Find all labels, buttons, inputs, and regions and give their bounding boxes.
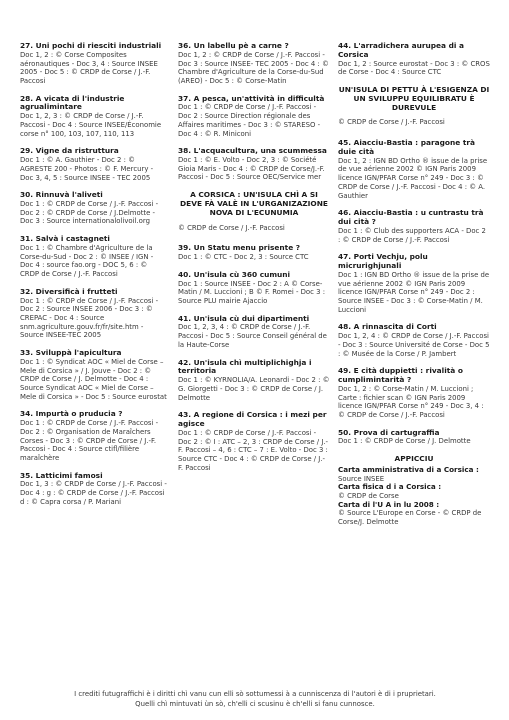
entry-text: Doc 1 : © CRDP de Corse / J.-F. Paccosi - Doc 2 : © CRDP de Corse / J.Delmotte - Doc 3 : Source internationalolivoil.org [20, 200, 159, 226]
entry-text: Doc 1, 2 : © Corse Composites aéronautiques - Doc 3, 4 : Source INSEE 2005 - Doc 5 : © CRDP de Corse / J.-F. Paccosi [20, 50, 158, 85]
credit-entry [338, 209, 490, 244]
credit-entry [338, 253, 490, 314]
credit-entry [178, 271, 330, 306]
credit-entry [20, 147, 168, 182]
credits-column-1 [20, 42, 168, 516]
credit-entry [178, 95, 330, 139]
entry-title: 31. Salvà i castagneti [20, 234, 110, 244]
credit-entry [20, 42, 168, 86]
entry-title: 38. L'acquacultura, una scummessa [178, 146, 327, 156]
entry-text: Doc 1 : © CRDP de Corse / J. Delmotte [338, 437, 471, 446]
credit-entry [338, 139, 490, 200]
credit-entry [338, 367, 490, 419]
entry-text: Doc 1 : © Syndicat AOC « Miel de Corse – Mele di Corsica » / J. Jouve - Doc 2 : © CRDP de Corse / J. Delmotte - Doc 4 : Source Syndicat AOC « Miel de Corse – Mele di Corsica » - Doc 5 : Source eurostat [20, 357, 167, 401]
entry-title: 29. Vigne da ristruttura [20, 146, 119, 156]
entry-title: 41. Un'isula cù dui dipartimenti [178, 313, 310, 323]
appendix-heading: APPICCIU [394, 454, 434, 464]
appendix-label: Carta amministrativa di a Corsica : [338, 464, 479, 474]
credit-entry [178, 411, 330, 472]
appendix-label: Carta fisica d i a Corsica : [338, 482, 442, 492]
footer-note [60, 690, 450, 709]
credit-entry [20, 472, 168, 507]
credit-entry [178, 315, 330, 350]
section-heading: A CORSICA : UN'ISULA CHÌ A SI DEVE FÀ VALÈ IN L'URGANIZAZIONE NOVA DI L'ECUNUMIA [180, 190, 328, 217]
entry-title: 40. Un'isula cù 360 cumuni [178, 269, 291, 279]
entry-text: Doc 1 : © Chambre d'Agriculture de la Corse-du-Sud - Doc 2 : © INSEE / IGN - Doc 4 : source fao.org - DOC 5, 6 : © CRDP de Corse / J.-F. Paccosi [20, 243, 154, 279]
entry-title: 35. Latticimi famosi [20, 470, 103, 480]
credit-entry [178, 147, 330, 182]
section-heading: UN'ISULA DI PETTU À L'ESIGENZA DI UN SVILUPPU EQUILIBRATU È DUREVULE [338, 85, 490, 112]
credits-column-2 [178, 42, 330, 481]
entry-text: Doc 1, 2, 3 : © CRDP de Corse / J.-F. Paccosi - Doc 4 : Source INSEE/Économie corse n° 100, 103, 107, 110, 113 [20, 112, 162, 138]
footer-line: Quelli chì mintuvati ùn sò, ch'elli ci scusinu è ch'elli si fanu cunnosce. [135, 699, 375, 708]
credit-entry [178, 42, 330, 86]
appendix [338, 455, 490, 527]
section-credit: © CRDP de Corse / J.-F. Paccosi [178, 223, 285, 232]
entry-text: Doc 1, 2 : © CRDP de Corse / J.-F. Paccosi - Doc 3 : Source INSEE- TEC 2005 - Doc 4 : © Chambre d'Agriculture de la Corse-du-Sud (AREO) - Doc 5 : © Corse-Matin [178, 50, 329, 85]
entry-title: 39. Un Statu menu prisente ? [178, 243, 301, 253]
entry-text: Doc 1 : © Club des supporters ACA - Doc 2 : © CRDP de Corse / J.-F. Paccosi [338, 226, 486, 244]
entry-title: 33. Sviluppà l'apicultura [20, 348, 122, 358]
credit-entry [338, 429, 490, 447]
entry-title: 50. Prova di cartugraffia [338, 427, 440, 437]
credit-entry [178, 359, 330, 403]
entry-text: Doc 1 : © KYRNOLIA/A. Leonardi - Doc 2 : © G. Giorgetti - Doc 3 : © CRDP de Corse / J. Delmotte [178, 376, 330, 402]
entry-title: 49. E cità duppietti : rivalità o cumplimintarità ? [338, 366, 463, 385]
entry-title: 42. Un'isula chì multiplichighja i territoria [178, 357, 312, 376]
entry-title: 46. Aiacciu-Bastia : u cuntrastu trà dui cità ? [338, 208, 484, 226]
entry-title: 45. Aiacciu-Bastia : paragone trà duie cità [338, 138, 475, 156]
credit-entry [20, 235, 168, 279]
footer-line: I crediti futugraffichi è i diritti chì vanu cun elli sò sottumessi à a cunniscenza di l'autori è di i pruprietari. [74, 690, 436, 698]
entry-text: Doc 1 : © E. Volto - Doc 2, 3 : © Société Gioia Maris - Doc 4 : © CRDP de Corse/J.-F. Paccosi - Doc 5 : Source OEC/Service mer [178, 156, 325, 182]
entry-title: 43. A regione di Corsica : i mezi per agisce [178, 410, 327, 429]
entry-text: Doc 1, 2 : Source eurostat - Doc 3 : © CROS de Corse - Doc 4 : Source CTC [338, 59, 490, 77]
entry-text: Doc 1 : Source INSEE - Doc 2 : A © Corse-Matin / M. Luccioni ; B © F. Romei - Doc 3 : Source PLU mairie Ajaccio [178, 279, 326, 305]
entry-title: 32. Diversificà i frutteti [20, 286, 118, 296]
entry-title: 30. Rinnuvà l'aliveti [20, 190, 103, 200]
entry-text: Doc 1 : © CRDP de Corse / J.-F. Paccosi - Doc 2 : © Organisation de Maraîchers Corses - Doc 3 : © CRDP de Corse / J.-F. Paccosi - Doc 4 : Source ctifl/filière maraîchère [20, 419, 159, 462]
entry-title: 36. Un labellu pè a carne ? [178, 41, 289, 50]
entry-text: Doc 1 : © CTC - Doc 2, 3 : Source CTC [178, 253, 309, 262]
entry-text: Doc 1 : © CRDP de Corse / J.-F. Paccosi - Doc 2 : Source Direction régionale des Affaires maritimes - Doc 3 : © STARESO - Doc 4 : © R. Miniconi [178, 103, 321, 138]
entry-text: Doc 1 : © A. Gauthier - Doc 2 : © AGRESTE 200 - Photos : © F. Mercury - Doc 3, 4, 5 : Source INSEE - TEC 2005 [20, 156, 154, 182]
entry-text: Doc 1, 2 : IGN BD Ortho ® issue de la prise de vue aérienne 2002 © IGN Paris 2009 licence IGN/PFAR Corse n° 249 - Doc 3 : © CRDP de Corse / J.-F. Paccosi - Doc 4 : © A. Gauthier [338, 156, 488, 200]
appendix-source: © CRDP de Corse [338, 492, 399, 501]
entry-text: Doc 1 : © CRDP de Corse / J.-F. Paccosi - Doc 2 : Source INSEE 2006 - Doc 3 : © CREPAC - Doc 4 : Source snm.agriculture.gouv.fr/fr/site.htm - Source INSEE-TEC 2005 [20, 296, 159, 340]
appendix-label: Carta di l'U A in lu 2008 : [338, 499, 440, 509]
entry-title: 44. L'arradichera aurupea di a Corsica [338, 41, 464, 59]
entry-text: Doc 1 : © CRDP de Corse / J.-F. Paccosi - Doc 2 : © I : ATC – 2, 3 : CRDP de Corse / J.-F. Paccosi – 4, 6 : CTC – 7 : E. Volto - Doc 3 : Source CTC - Doc 4 : © CRDP de Corse / J.-F. Paccosi [178, 428, 329, 472]
credit-entry [338, 323, 490, 358]
entry-text: Doc 1 : IGN BD Ortho ® issue de la prise de vue aérienne 2002 © IGN Paris 2009 licence IGN/PFAR Corse n° 249 - Doc 2 : Source INSEE - Doc 3 : © Corse-Matin / M. Luccioni [338, 270, 490, 314]
credit-entry [20, 410, 168, 462]
entry-title: 48. A rinnascita di Corti [338, 322, 437, 332]
entry-title: 27. Uni pochi di riesciti industriali [20, 41, 162, 50]
entry-title: 28. A vicata di l'industrie agrualimintare [20, 93, 125, 112]
credit-entry [20, 191, 168, 226]
credit-entry [20, 95, 168, 139]
credit-entry [20, 349, 168, 401]
section-credit: © CRDP de Corse / J.-F. Paccosi [338, 118, 445, 127]
entry-text: Doc 1, 2 : © Corse-Matin / M. Luccioni ; Carte : fichier scan © IGN Paris 2009 licence IGN/PFAR Corse n° 249 - Doc 3, 4 : © CRDP de Corse / J.-F. Paccosi [338, 384, 484, 419]
credit-entry [338, 42, 490, 77]
entry-text: Doc 1, 3 : © CRDP de Corse / J.-F. Paccosi - Doc 4 : g : © CRDP de Corse / J.-F. Paccosi d : © Capra corsa / P. Mariani [20, 480, 167, 506]
entry-title: 34. Impurtà o pruducia ? [20, 409, 123, 419]
credit-entry [20, 288, 168, 340]
entry-title: 37. A pesca, un'attività in difficultà [178, 93, 325, 103]
credit-entry [178, 244, 330, 262]
entry-title: 47. Porti Vechju, polu micrurighjunali [338, 252, 428, 270]
entry-text: Doc 1, 2, 3, 4 : © CRDP de Corse / J.-F. Paccosi - Doc 5 : Source Conseil général de la Haute-Corse [178, 323, 327, 349]
entry-text: Doc 1, 2, 4 : © CRDP de Corse / J.-F. Paccosi - Doc 3 : Source Université de Corse - Doc 5 : © Musée de la Corse / P. Jambert [338, 332, 490, 358]
appendix-source: © Source L'Europe en Corse - © CRDP de Corse/J. Delmotte [338, 509, 482, 527]
credits-column-3 [338, 42, 490, 527]
appendix-source: Source INSEE [338, 474, 385, 483]
